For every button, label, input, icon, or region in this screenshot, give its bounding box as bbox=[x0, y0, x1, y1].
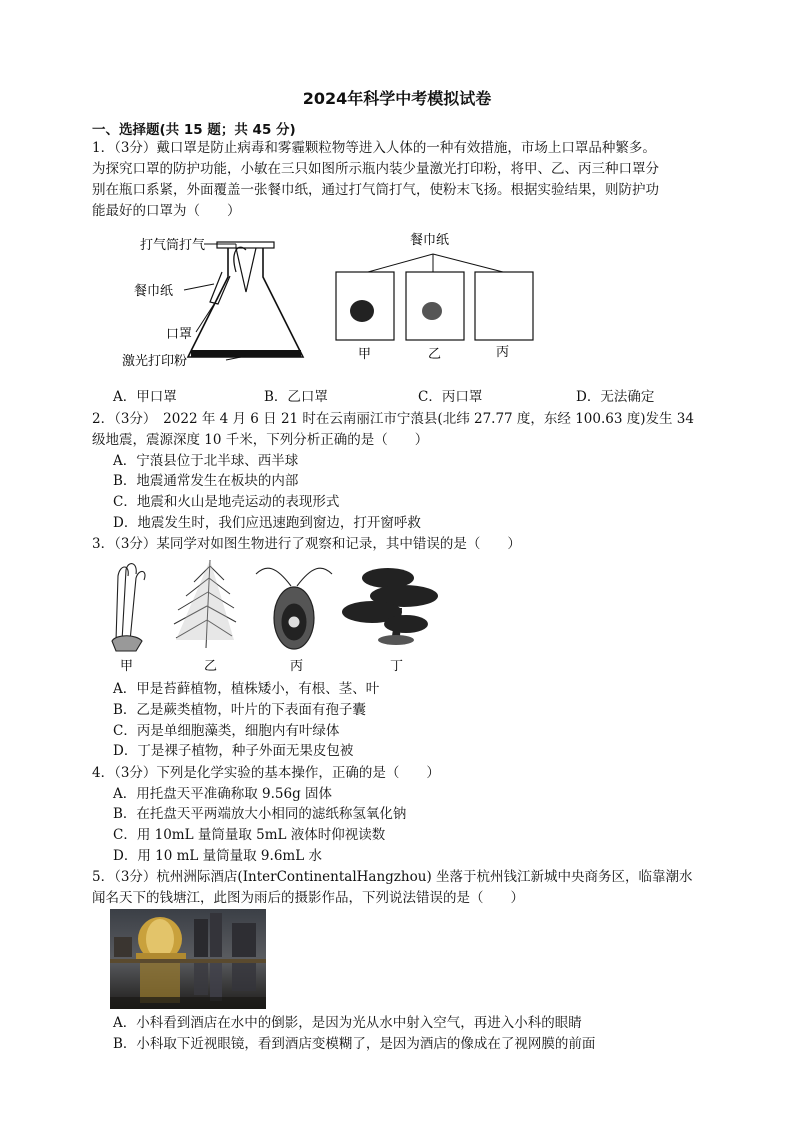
powder-spot-jia bbox=[350, 300, 374, 322]
q3-option-c: C．丙是单细胞藻类，细胞内有叶绿体 bbox=[113, 723, 340, 739]
hotel-photo bbox=[110, 909, 266, 1009]
q3-option-b: B．乙是蕨类植物，叶片的下表面有孢子囊 bbox=[113, 702, 366, 718]
label-napkin-top: 餐巾纸 bbox=[410, 233, 450, 248]
q2-option-a: A．宁蒗县位于北半球、西半球 bbox=[113, 453, 299, 469]
label-yi: 乙 bbox=[204, 659, 218, 674]
q2-option-d: D．地震发生时，我们应迅速跑到窗边，打开窗呼救 bbox=[113, 515, 421, 531]
q4-line-1: 4．（3分）下列是化学实验的基本操作，正确的是（ ） bbox=[92, 765, 440, 781]
section-heading: 一、选择题(共 15 题；共 45 分) bbox=[92, 122, 296, 138]
pine-tree-drawing bbox=[342, 568, 438, 645]
label-yi: 乙 bbox=[428, 347, 442, 362]
label-jia: 甲 bbox=[120, 659, 134, 674]
q1-line-4: 能最好的口罩为（ ） bbox=[92, 203, 241, 219]
label-napkin-left: 餐巾纸 bbox=[134, 284, 174, 299]
q3-line-1: 3．（3分）某同学对如图生物进行了观察和记录，其中错误的是（ ） bbox=[92, 536, 521, 552]
label-bing: 丙 bbox=[290, 659, 304, 674]
q2-line-2: 级地震，震源深度 10 千米，下列分析正确的是（ ） bbox=[92, 432, 429, 448]
q3-organisms-figure bbox=[106, 556, 446, 674]
label-powder: 激光打印粉 bbox=[122, 354, 188, 369]
q1-experiment-figure bbox=[118, 232, 548, 372]
powder-spot-yi bbox=[422, 302, 442, 320]
q1-option-d: D．无法确定 bbox=[576, 389, 655, 405]
label-jia: 甲 bbox=[358, 347, 372, 362]
q3-option-a: A．甲是苔藓植物，植株矮小，有根、茎、叶 bbox=[113, 681, 380, 697]
q1-option-b: B．乙口罩 bbox=[264, 389, 328, 405]
moss-drawing bbox=[112, 564, 145, 651]
q2-option-b: B．地震通常发生在板块的内部 bbox=[113, 473, 299, 489]
q2-option-c: C．地震和火山是地壳运动的表现形式 bbox=[113, 494, 340, 510]
q5-line-2: 闻名天下的钱塘江，此图为雨后的摄影作品，下列说法错误的是（ ） bbox=[92, 890, 524, 906]
q5-option-a: A．小科看到酒店在水中的倒影，是因为光从水中射入空气，再进入小科的眼睛 bbox=[113, 1015, 582, 1031]
q1-line-1: 1．（3分）戴口罩是防止病毒和雾霾颗粒物等进入人体的一种有效措施，市场上口罩品种繁多。 bbox=[92, 140, 656, 156]
q1-option-a: A．甲口罩 bbox=[113, 389, 177, 405]
label-ding: 丁 bbox=[390, 659, 404, 674]
q4-option-b: B．在托盘天平两端放大小相同的滤纸称氢氧化钠 bbox=[113, 806, 407, 822]
q2-line-1: 2．（3分） 2022 年 4 月 6 日 21 时在云南丽江市宁蒗县(北纬 27.77 度，东经 100.63 度)发生 34 bbox=[92, 411, 694, 427]
q4-option-a: A．用托盘天平准确称取 9.56g 固体 bbox=[113, 786, 333, 802]
label-pump: 打气筒打气 bbox=[140, 238, 206, 253]
label-bing: 丙 bbox=[496, 345, 510, 360]
fern-drawing bbox=[174, 560, 236, 648]
q4-option-c: C．用 10mL 量筒量取 5mL 液体时仰视读数 bbox=[113, 827, 386, 843]
q5-line-1: 5．（3分）杭州洲际酒店(InterContinentalHangzhou) 坐落于杭州钱江新城中央商务区，临靠潮水 bbox=[92, 869, 693, 885]
page-title: 2024年科学中考模拟试卷 bbox=[302, 89, 492, 108]
q1-option-c: C．丙口罩 bbox=[418, 389, 483, 405]
q1-line-3: 别在瓶口系紧，外面覆盖一张餐巾纸，通过打气筒打气，使粉末飞扬。根据实验结果，则防护功 bbox=[92, 182, 659, 198]
q5-option-b: B．小科取下近视眼镜，看到酒店变模糊了，是因为酒店的像成在了视网膜的前面 bbox=[113, 1036, 596, 1052]
q1-line-2: 为探究口罩的防护功能，小敏在三只如图所示瓶内装少量激光打印粉，将甲、乙、丙三种口罩分 bbox=[92, 161, 659, 177]
label-mask: 口罩 bbox=[166, 327, 193, 342]
napkin-square-bing bbox=[475, 272, 533, 340]
q3-option-d: D．丁是裸子植物，种子外面无果皮包被 bbox=[113, 743, 354, 759]
q4-option-d: D．用 10 mL 量筒量取 9.6mL 水 bbox=[113, 848, 322, 864]
algae-cell-drawing bbox=[256, 568, 332, 649]
